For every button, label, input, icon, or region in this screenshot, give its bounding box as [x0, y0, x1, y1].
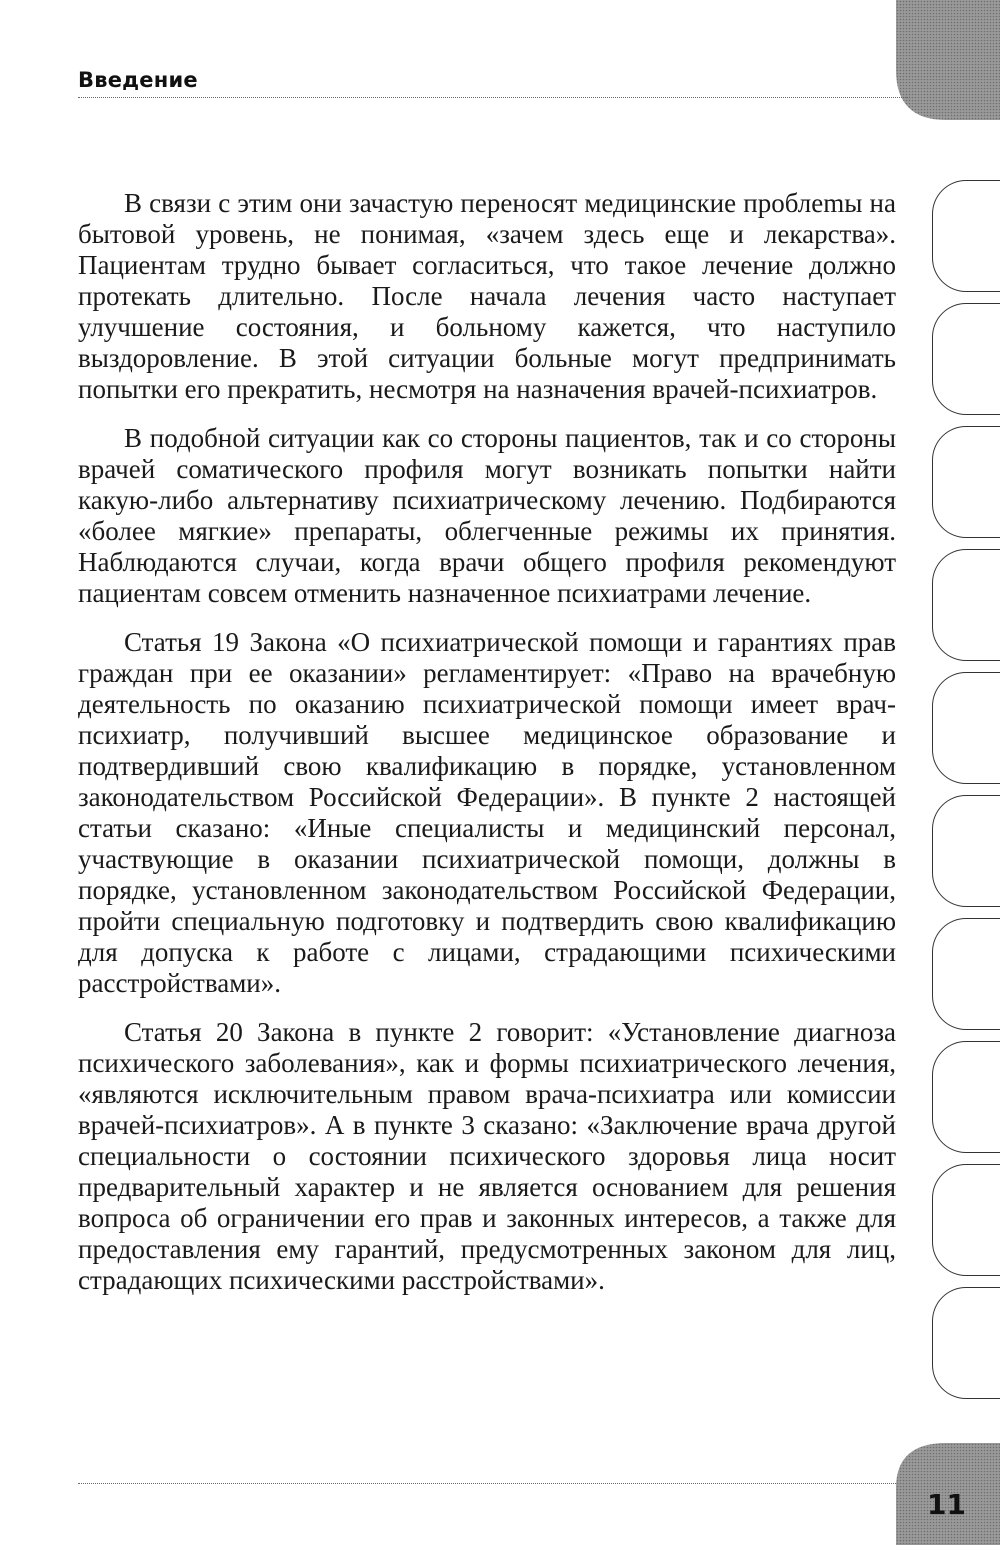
header-divider	[78, 97, 908, 98]
paragraph-2: В подобной ситуации как со стороны пациентов, так и со стороны врачей соматического профиля могут возникать попытки найти какую-либо альтернативу психиатрическому лечению. Подбираются «более мягкие» препараты, облегченные режимы их принятия. Наблюдаются случаи, когда врачи общего профиля рекомендуют пациентам совсем отменить назначенное психиатрами лечение.	[78, 423, 896, 608]
side-tab	[932, 303, 1000, 415]
section-title: Введение	[78, 68, 198, 92]
paragraph-1: В связи с этим они зачастую переносят медицинские проблеmы на бытовой уровень, не понимая, «зачем здесь еще и лекарства». Пациентам трудно бывает согласиться, что такое лечение должно протекать длительно. После начала лечения часто наступает улучшение состояния, и больному кажется, что наступило выздоровление. В этой ситуации больные могут предпринимать попытки его прекратить, несмотря на назначения врачей-психиатров.	[78, 188, 896, 404]
page-number: 11	[927, 1488, 966, 1521]
footer-divider	[78, 1483, 908, 1484]
side-tab	[932, 795, 1000, 907]
body-text	[78, 188, 896, 1314]
side-tab	[932, 549, 1000, 661]
corner-tab-top	[896, 0, 1000, 120]
side-tab	[932, 1287, 1000, 1399]
side-tab	[932, 1041, 1000, 1153]
side-tab	[932, 180, 1000, 292]
side-tab	[932, 918, 1000, 1030]
paragraph-4: Статья 20 Закона в пункте 2 говорит: «Установление диагноза психического заболевания», как и формы психиатрического лечения, «являются исключительным правом врача-психиатра или комиссии врачей-психиатров». А в пункте 3 сказано: «Заключение врача другой специальности о состоянии психического здоровья лица носит предварительный характер и не является основанием для решения вопроса об ограничении его прав и законных интересов, а также для предоставления ему гарантий, предусмотренных законом для лиц, страдающих психическими расстройствами».	[78, 1017, 896, 1295]
side-tab	[932, 1164, 1000, 1276]
side-tab	[932, 672, 1000, 784]
side-tab	[932, 426, 1000, 538]
paragraph-3: Статья 19 Закона «О психиатрической помощи и гарантиях прав граждан при ее оказании» регламентирует: «Право на врачебную деятельность по оказанию психиатрической помощи имеет врач-психиатр, получивший высшее медицинское образование и подтвердивший свою квалификацию в порядке, установленном законодательством Российской Федерации». В пункте 2 настоящей статьи сказано: «Иные специалисты и медицинский персонал, участвующие в оказании психиатрической помощи, должны в порядке, установленном законодательством Российской Федерации, пройти специальную подготовку и подтвердить свою квалификацию для допуска к работе с лицами, страдающими психическими расстройствами».	[78, 627, 896, 998]
